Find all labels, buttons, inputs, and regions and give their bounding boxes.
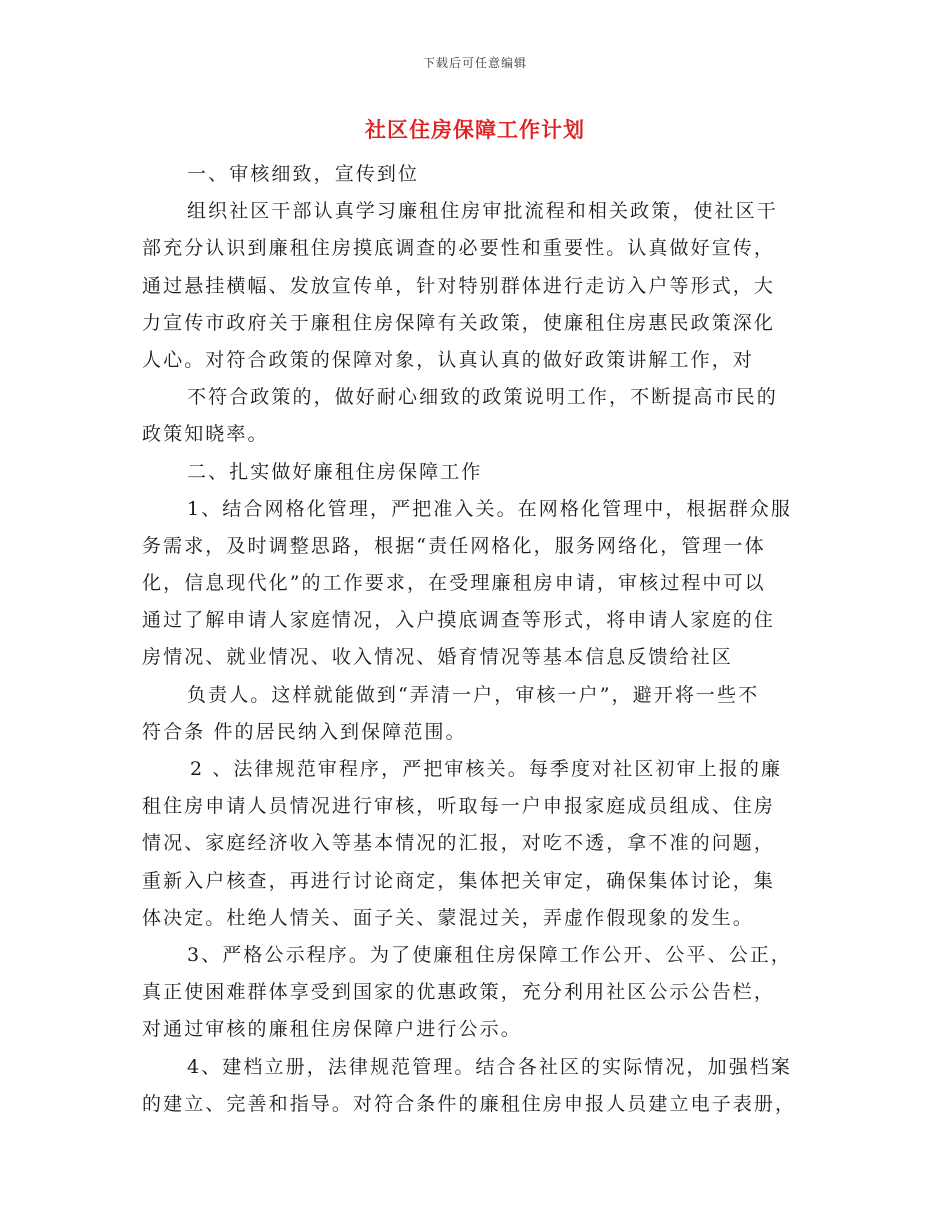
paragraph-line: 情况、家庭经济收入等基本情况的汇报，对吃不透，拿不准的问题， xyxy=(142,832,776,855)
paragraph-line: 重新入户核查，再进行讨论商定，集体把关审定，确保集体讨论，集 xyxy=(142,869,776,892)
paragraph-line: 3、严格公示程序。为了使廉租住房保障工作公开、公平、公正， xyxy=(187,943,792,966)
paragraph-line: 1、结合网格化管理，严把准入关。在网格化管理中，根据群众服 xyxy=(187,497,792,520)
paragraph-line: 不符合政策的，做好耐心细致的政策说明工作，不断提高市民的 xyxy=(187,386,778,409)
section-heading-2: 二、扎实做好廉租住房保障工作 xyxy=(187,460,483,483)
paragraph-line: 化，信息现代化”的工作要求，在受理廉租房申请，审核过程中可以 xyxy=(142,572,766,595)
paragraph-line: 通过了解申请人家庭情况，入户摸底调查等形式，将申请人家庭的住 xyxy=(142,609,776,632)
section-heading-1: 一、审核细致，宣传到位 xyxy=(187,163,420,185)
paragraph-line: 力宣传市政府关于廉租住房保障有关政策，使廉租住房惠民政策深化 xyxy=(142,311,776,334)
paragraph-line: 租住房申请人员情况进行审核，听取每一户申报家庭成员组成、住房 xyxy=(142,795,776,818)
paragraph-line: 符合条 件的居民纳入到保障范围。 xyxy=(142,720,467,743)
paragraph-line: 部充分认识到廉租住房摸底调查的必要性和重要性。认真做好宣传， xyxy=(142,237,776,260)
paragraph-line: 真正使困难群体享受到国家的优惠政策，充分利用社区公示公告栏， xyxy=(142,981,776,1004)
document-title: 社区住房保障工作计划 xyxy=(365,117,585,142)
paragraph-line: 政策知晓率。 xyxy=(142,423,269,446)
paragraph-line: 4、建档立册，法律规范管理。结合各社区的实际情况，加强档案 xyxy=(187,1055,792,1078)
document-body xyxy=(142,156,810,1123)
header-note: 下载后可任意编辑 xyxy=(422,56,527,70)
paragraph-line: 务需求，及时调整思路，根据“责任网格化，服务网络化，管理一体 xyxy=(142,534,766,557)
paragraph-line: 通过悬挂横幅、发放宣传单，针对特别群体进行走访入户等形式，大 xyxy=(142,274,776,297)
paragraph-line: 人心。对符合政策的保障对象，认真认真的做好政策讲解工作，对 xyxy=(142,348,754,371)
paragraph-line: 体决定。杜绝人情关、面子关、蒙混过关，弄虚作假现象的发生。 xyxy=(142,906,754,929)
paragraph-line: 房情况、就业情况、收入情况、婚育情况等基本信息反馈给社区 xyxy=(142,646,733,669)
paragraph-line: 的建立、完善和指导。对符合条件的廉租住房申报人员建立电子表册， xyxy=(142,1092,797,1115)
paragraph-line: 组织社区干部认真学习廉租住房审批流程和相关政策，使社区干 xyxy=(187,200,778,223)
paragraph-line: 2 、法律规范审程序，严把审核关。每季度对社区初审上报的廉 xyxy=(190,758,783,780)
paragraph-line: 负责人。这样就能做到“弄清一户，审核一户”，避开将一些不 xyxy=(187,683,760,706)
paragraph-line: 对通过审核的廉租住房保障户进行公示。 xyxy=(142,1018,522,1041)
